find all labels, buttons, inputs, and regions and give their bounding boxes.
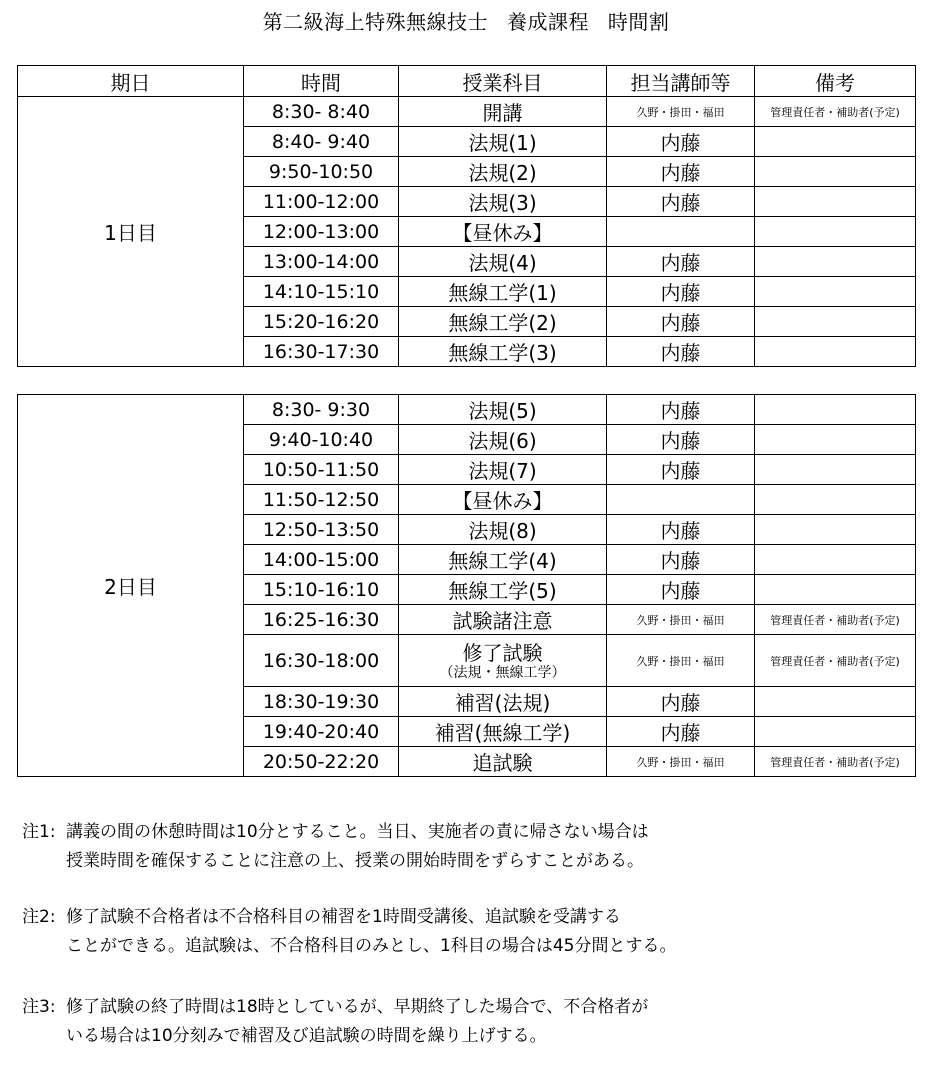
title-main: 第二級海上特殊無線技士	[262, 10, 489, 34]
note-text-line1: 修了試験の終了時間は18時としているが、早期終了した場合で、不合格者が	[66, 997, 649, 1017]
note-label: 注3:	[22, 997, 56, 1017]
subject-cell: 法規(4)	[399, 247, 607, 277]
remarks-cell	[755, 217, 916, 247]
remarks-cell	[755, 575, 916, 605]
day2-body	[18, 395, 916, 777]
subject-text: 修了試験	[462, 640, 543, 665]
schedule-table-day2	[17, 394, 916, 777]
title-timetable: 時間割	[607, 10, 670, 34]
instructor-cell: 内藤	[607, 717, 755, 747]
time-cell: 14:00-15:00	[244, 545, 399, 575]
subject-cell: 【昼休み】	[399, 217, 607, 247]
note-label: 注1:	[22, 822, 56, 842]
header-subject: 授業科目	[399, 66, 607, 97]
instructor-cell	[607, 485, 755, 515]
header-time: 時間	[244, 66, 399, 97]
subject-cell: 追試験	[399, 747, 607, 777]
instructor-cell: 久野・掛田・福田	[607, 605, 755, 635]
remarks-cell	[755, 395, 916, 425]
instructor-cell: 内藤	[607, 687, 755, 717]
subject-cell: 補習(無線工学)	[399, 717, 607, 747]
schedule-table-day1	[17, 65, 916, 367]
title-course: 養成課程	[507, 10, 589, 34]
note-text-line1: 修了試験不合格者は不合格科目の補習を1時間受講後、追試験を受講する	[66, 907, 621, 927]
instructor-cell: 内藤	[607, 127, 755, 157]
table-row	[18, 395, 916, 425]
instructor-cell: 内藤	[607, 157, 755, 187]
instructor-cell: 内藤	[607, 425, 755, 455]
remarks-cell: 管理責任者・補助者(予定)	[755, 97, 916, 127]
instructor-cell: 内藤	[607, 455, 755, 485]
instructor-cell: 内藤	[607, 545, 755, 575]
day-label: 2日目	[18, 395, 244, 777]
time-cell: 20:50-22:20	[244, 747, 399, 777]
instructor-cell: 内藤	[607, 277, 755, 307]
time-cell: 12:00-13:00	[244, 217, 399, 247]
note-label: 注2:	[22, 907, 56, 927]
time-cell: 8:40- 9:40	[244, 127, 399, 157]
time-cell: 16:30-18:00	[244, 635, 399, 687]
subject-cell: 無線工学(4)	[399, 545, 607, 575]
time-cell: 18:30-19:30	[244, 687, 399, 717]
time-cell: 8:30- 9:30	[244, 395, 399, 425]
time-cell: 8:30- 8:40	[244, 97, 399, 127]
subject-cell: 補習(法規)	[399, 687, 607, 717]
instructor-cell: 久野・掛田・福田	[607, 97, 755, 127]
subject-cell: 法規(1)	[399, 127, 607, 157]
remarks-cell	[755, 247, 916, 277]
instructor-cell: 内藤	[607, 247, 755, 277]
instructor-cell: 内藤	[607, 307, 755, 337]
time-cell: 14:10-15:10	[244, 277, 399, 307]
remarks-cell	[755, 187, 916, 217]
subject-cell: 試験諸注意	[399, 605, 607, 635]
instructor-cell	[607, 217, 755, 247]
time-cell: 9:40-10:40	[244, 425, 399, 455]
time-cell: 16:30-17:30	[244, 337, 399, 367]
subject-cell: 法規(6)	[399, 425, 607, 455]
header-instructor: 担当講師等	[607, 66, 755, 97]
note-text-line2: 授業時間を確保することに注意の上、授業の開始時間をずらすことがある。	[66, 851, 644, 871]
day1-body	[18, 97, 916, 367]
instructor-cell: 久野・掛田・福田	[607, 747, 755, 777]
remarks-cell: 管理責任者・補助者(予定)	[755, 747, 916, 777]
remarks-cell: 管理責任者・補助者(予定)	[755, 605, 916, 635]
time-cell: 15:20-16:20	[244, 307, 399, 337]
remarks-cell	[755, 455, 916, 485]
subject-cell: 無線工学(3)	[399, 337, 607, 367]
time-cell: 11:50-12:50	[244, 485, 399, 515]
time-cell: 12:50-13:50	[244, 515, 399, 545]
remarks-cell	[755, 337, 916, 367]
time-cell: 15:10-16:10	[244, 575, 399, 605]
remarks-cell	[755, 485, 916, 515]
time-cell: 19:40-20:40	[244, 717, 399, 747]
subject-cell: 無線工学(1)	[399, 277, 607, 307]
remarks-cell	[755, 425, 916, 455]
subject-cell: 無線工学(2)	[399, 307, 607, 337]
day-label: 1日目	[18, 97, 244, 367]
remarks-cell: 管理責任者・補助者(予定)	[755, 635, 916, 687]
header-day: 期日	[18, 66, 244, 97]
note-text-line2: いる場合は10分刻みで補習及び追試験の時間を繰り上げする。	[66, 1026, 547, 1046]
subject-cell	[399, 635, 607, 687]
remarks-cell	[755, 277, 916, 307]
remarks-cell	[755, 545, 916, 575]
note-text-line2: ことができる。追試験は、不合格科目のみとし、1科目の場合は45分間とする。	[66, 936, 677, 956]
subject-subtext: （法規・無線工学）	[439, 664, 566, 681]
remarks-cell	[755, 127, 916, 157]
remarks-cell	[755, 307, 916, 337]
page-title	[0, 6, 932, 35]
subject-cell: 【昼休み】	[399, 485, 607, 515]
remarks-cell	[755, 687, 916, 717]
subject-cell: 法規(5)	[399, 395, 607, 425]
remarks-cell	[755, 515, 916, 545]
instructor-cell: 内藤	[607, 395, 755, 425]
table-header-row	[18, 66, 916, 97]
instructor-cell: 内藤	[607, 575, 755, 605]
time-cell: 10:50-11:50	[244, 455, 399, 485]
header-remarks: 備考	[755, 66, 916, 97]
remarks-cell	[755, 717, 916, 747]
time-cell: 13:00-14:00	[244, 247, 399, 277]
instructor-cell: 内藤	[607, 515, 755, 545]
instructor-cell: 久野・掛田・福田	[607, 635, 755, 687]
subject-cell: 法規(8)	[399, 515, 607, 545]
subject-cell: 無線工学(5)	[399, 575, 607, 605]
remarks-cell	[755, 157, 916, 187]
table-row	[18, 97, 916, 127]
instructor-cell: 内藤	[607, 187, 755, 217]
time-cell: 16:25-16:30	[244, 605, 399, 635]
time-cell: 9:50-10:50	[244, 157, 399, 187]
subject-cell: 法規(3)	[399, 187, 607, 217]
time-cell: 11:00-12:00	[244, 187, 399, 217]
subject-cell: 開講	[399, 97, 607, 127]
instructor-cell: 内藤	[607, 337, 755, 367]
note-text-line1: 講義の間の休憩時間は10分とすること。当日、実施者の責に帰さない場合は	[66, 822, 649, 842]
subject-cell: 法規(2)	[399, 157, 607, 187]
subject-cell: 法規(7)	[399, 455, 607, 485]
